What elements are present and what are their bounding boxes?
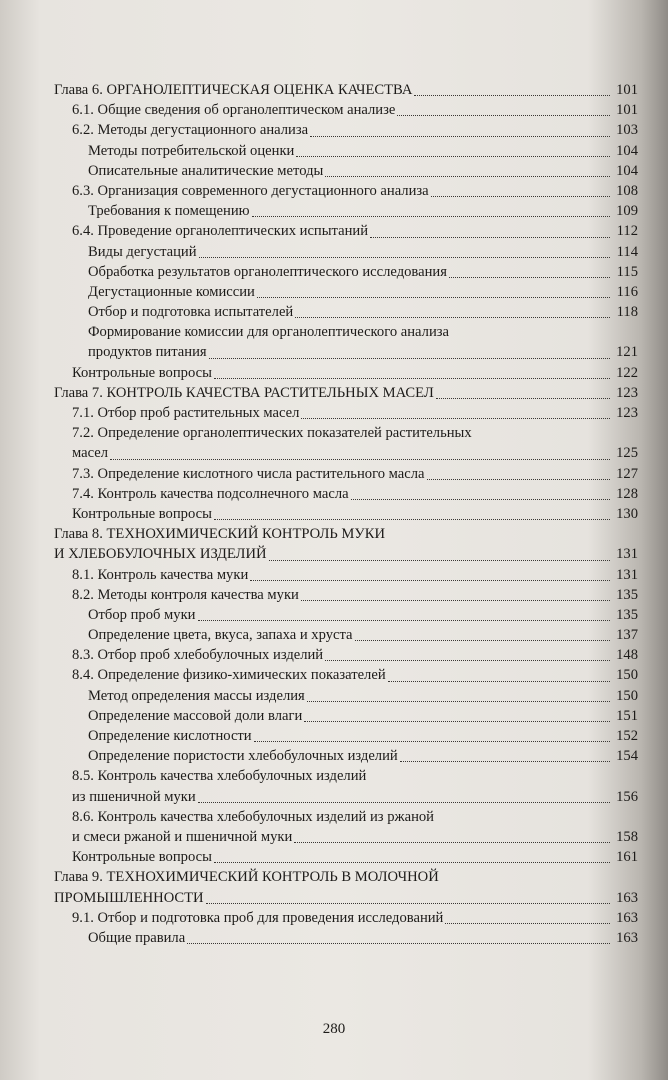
toc-entry-row	[54, 403, 638, 423]
toc-entry-title: 6.3. Организация современного дегустационного анализа	[72, 182, 429, 199]
toc-leader-dots	[414, 95, 610, 96]
toc-leader-dots	[304, 721, 610, 722]
toc-entry-row	[54, 625, 638, 645]
toc-leader-dots	[214, 519, 610, 520]
toc-chapter-row	[54, 867, 638, 887]
toc-entry-row	[54, 282, 638, 302]
toc-entry-title: 7.3. Определение кислотного числа растительного масла	[72, 465, 425, 482]
toc-entry-title: Виды дегустаций	[88, 243, 197, 260]
toc-entry-row	[54, 120, 638, 140]
toc-entry-row	[54, 686, 638, 706]
toc-entry-title: Общие правила	[88, 929, 186, 946]
toc-entry-title: Глава 8. ТЕХНОХИМИЧЕСКИЙ КОНТРОЛЬ МУКИ	[54, 526, 385, 543]
toc-page-number: 114	[616, 243, 638, 260]
toc-entry-title: Определение кислотности	[88, 728, 252, 744]
toc-page-number: 158	[616, 828, 638, 845]
toc-entry-row	[54, 262, 638, 282]
toc-entry-title: Глава 9. ТЕХНОХИМИЧЕСКИЙ КОНТРОЛЬ В МОЛОЧНОЙ	[54, 869, 439, 886]
toc-page-number: 125	[616, 445, 638, 462]
toc-entry-title: 9.1. Отбор и подготовка проб для проведения исследований	[72, 909, 444, 926]
toc-leader-dots	[187, 943, 610, 944]
toc-page-number: 131	[616, 566, 638, 583]
toc-leader-dots	[445, 923, 610, 924]
toc-leader-dots	[110, 459, 610, 460]
toc-entry-title: Глава 7. КОНТРОЛЬ КАЧЕСТВА РАСТИТЕЛЬНЫХ МАСЕЛ	[54, 384, 434, 401]
toc-entry-title: 8.1. Контроль качества муки	[72, 566, 249, 583]
toc-entry-row	[54, 504, 638, 524]
toc-entry-row	[54, 746, 638, 766]
toc-page-number: 163	[616, 909, 638, 926]
toc-leader-dots	[370, 237, 610, 238]
toc-leader-dots	[449, 277, 610, 278]
toc-entry-title: Метод определения массы изделия	[88, 687, 305, 704]
toc-entry-row	[54, 322, 638, 342]
toc-leader-dots	[351, 499, 610, 500]
toc-entry-row	[54, 423, 638, 443]
toc-page-number: 128	[616, 485, 638, 502]
toc-leader-dots	[252, 216, 610, 217]
toc-entry-row	[54, 100, 638, 120]
toc-entry-title: продуктов питания	[88, 344, 207, 361]
toc-entry-row	[54, 605, 638, 625]
toc-entry-title: и смеси ржаной и пшеничной муки	[72, 828, 293, 845]
toc-leader-dots	[294, 842, 610, 843]
toc-leader-dots	[307, 701, 610, 702]
toc-leader-dots	[325, 176, 610, 177]
toc-entry-row	[54, 181, 638, 201]
toc-leader-dots	[198, 802, 610, 803]
toc-entry-row	[54, 242, 638, 262]
toc-entry-row	[54, 342, 638, 362]
toc-entry-title: Дегустационные комиссии	[88, 283, 255, 300]
toc-leader-dots	[269, 560, 610, 561]
toc-page-number: 150	[616, 667, 638, 684]
toc-page-number: 101	[616, 82, 638, 98]
table-of-contents	[54, 80, 638, 948]
toc-entry-title: Контрольные вопросы	[72, 849, 212, 866]
toc-entry-row	[54, 161, 638, 181]
toc-page-number: 104	[616, 162, 638, 179]
toc-entry-row	[54, 766, 638, 786]
toc-leader-dots	[198, 620, 611, 621]
toc-entry-row	[54, 565, 638, 585]
toc-page-number: 131	[616, 546, 638, 563]
toc-leader-dots	[254, 741, 610, 742]
toc-page-number: 127	[616, 465, 638, 482]
toc-page-number: 121	[616, 344, 638, 361]
toc-leader-dots	[427, 479, 611, 480]
toc-page-number: 123	[616, 405, 638, 421]
toc-page-number: 104	[616, 142, 638, 159]
toc-page-number: 152	[616, 728, 638, 744]
toc-chapter-row	[54, 524, 638, 544]
toc-entry-title: Описательные аналитические методы	[88, 162, 324, 179]
toc-entry-title: масел	[72, 445, 109, 462]
toc-leader-dots	[206, 903, 610, 904]
toc-page-number: 163	[616, 929, 638, 946]
page-number: 280	[322, 1021, 346, 1037]
toc-entry-row	[54, 827, 638, 847]
toc-leader-dots	[397, 115, 610, 116]
toc-entry-title: Отбор и подготовка испытателей	[88, 304, 294, 321]
toc-entry-row	[54, 908, 638, 928]
toc-leader-dots	[214, 378, 610, 379]
toc-entry-title: Контрольные вопросы	[72, 505, 212, 522]
toc-entry-title: Обработка результатов органолептического исследования	[88, 263, 447, 280]
toc-entry-row	[54, 645, 638, 665]
toc-entry-title: 6.4. Проведение органолептических испытаний	[72, 223, 369, 240]
toc-entry-title: из пшеничной муки	[72, 788, 196, 805]
toc-entry-row	[54, 928, 638, 948]
toc-leader-dots	[250, 580, 610, 581]
toc-page-number: 137	[616, 627, 638, 644]
toc-entry-title: Формирование комиссии для органолептического анализа	[88, 324, 449, 341]
toc-entry-row	[54, 201, 638, 221]
toc-page-number: 130	[616, 505, 638, 522]
toc-entry-title: 7.4. Контроль качества подсолнечного масла	[72, 485, 349, 502]
toc-page-number: 112	[616, 223, 638, 240]
toc-entry-title: 8.5. Контроль качества хлебобулочных изделий	[72, 768, 367, 785]
toc-entry-title: И ХЛЕБОБУЛОЧНЫХ ИЗДЕЛИЙ	[54, 546, 267, 563]
toc-entry-title: 7.2. Определение органолептических показателей растительных	[72, 425, 472, 442]
toc-leader-dots	[436, 398, 610, 399]
toc-leader-dots	[355, 640, 611, 641]
toc-entry-row	[54, 787, 638, 807]
toc-entry-title: 8.2. Методы контроля качества муки	[72, 586, 299, 603]
toc-entry-title: 6.2. Методы дегустационного анализа	[72, 122, 309, 139]
toc-chapter-row	[54, 80, 638, 100]
toc-page-number: 151	[616, 707, 638, 724]
toc-page-number: 123	[616, 384, 638, 401]
toc-page-number: 161	[616, 849, 638, 866]
toc-chapter-row	[54, 383, 638, 403]
toc-page-number: 109	[616, 203, 638, 220]
toc-entry-title: 8.3. Отбор проб хлебобулочных изделий	[72, 647, 324, 664]
toc-page-number: 148	[616, 647, 638, 664]
toc-page-number: 150	[616, 687, 638, 704]
toc-page-number: 103	[616, 122, 638, 139]
toc-page-number: 118	[616, 304, 638, 321]
toc-entry-row	[54, 706, 638, 726]
toc-leader-dots	[295, 317, 610, 318]
toc-entry-title: 8.4. Определение физико-химических показателей	[72, 667, 386, 684]
toc-entry-title: Требования к помещению	[88, 203, 250, 220]
toc-page-number: 115	[616, 263, 638, 280]
toc-entry-row	[54, 665, 638, 685]
toc-entry-row	[54, 302, 638, 322]
toc-entry-row	[54, 221, 638, 241]
toc-leader-dots	[199, 257, 610, 258]
toc-chapter-row	[54, 544, 638, 564]
toc-page-number: 135	[616, 586, 638, 603]
toc-page-number: 101	[616, 102, 638, 119]
toc-leader-dots	[310, 136, 610, 137]
toc-entry-row	[54, 443, 638, 463]
toc-entry-title: 6.1. Общие сведения об органолептическом анализе	[72, 102, 396, 119]
toc-entry-row	[54, 585, 638, 605]
toc-leader-dots	[257, 297, 610, 298]
toc-entry-row	[54, 464, 638, 484]
toc-leader-dots	[301, 600, 610, 601]
toc-page-number: 122	[616, 364, 638, 381]
toc-page-number: 108	[616, 182, 638, 199]
toc-entry-row	[54, 847, 638, 867]
toc-leader-dots	[296, 156, 610, 157]
toc-entry-title: Методы потребительской оценки	[88, 142, 295, 159]
toc-entry-title: Глава 6. ОРГАНОЛЕПТИЧЕСКАЯ ОЦЕНКА КАЧЕСТВА	[54, 82, 413, 98]
toc-page-number: 156	[616, 788, 638, 805]
toc-leader-dots	[301, 418, 610, 419]
toc-leader-dots	[209, 358, 610, 359]
toc-entry-row	[54, 363, 638, 383]
toc-leader-dots	[400, 761, 610, 762]
toc-entry-title: Контрольные вопросы	[72, 364, 212, 381]
toc-leader-dots	[325, 660, 610, 661]
toc-chapter-row	[54, 888, 638, 908]
toc-entry-row	[54, 484, 638, 504]
toc-entry-title: 7.1. Отбор проб растительных масел	[72, 405, 300, 421]
toc-entry-title: 8.6. Контроль качества хлебобулочных изделий из ржаной	[72, 808, 434, 825]
toc-entry-row	[54, 726, 638, 746]
toc-page-number: 163	[616, 889, 638, 906]
toc-page-number: 135	[616, 606, 638, 623]
toc-page-number: 116	[616, 283, 638, 300]
toc-entry-row	[54, 141, 638, 161]
toc-entry-title: Отбор проб муки	[88, 606, 196, 623]
toc-leader-dots	[431, 196, 610, 197]
toc-entry-title: ПРОМЫШЛЕННОСТИ	[54, 889, 204, 906]
toc-entry-row	[54, 807, 638, 827]
toc-entry-title: Определение цвета, вкуса, запаха и хруста	[88, 627, 353, 644]
toc-leader-dots	[388, 681, 610, 682]
toc-entry-title: Определение пористости хлебобулочных изделий	[88, 748, 398, 765]
toc-leader-dots	[214, 862, 610, 863]
toc-page-number: 154	[616, 748, 638, 765]
toc-entry-title: Определение массовой доли влаги	[88, 707, 303, 724]
